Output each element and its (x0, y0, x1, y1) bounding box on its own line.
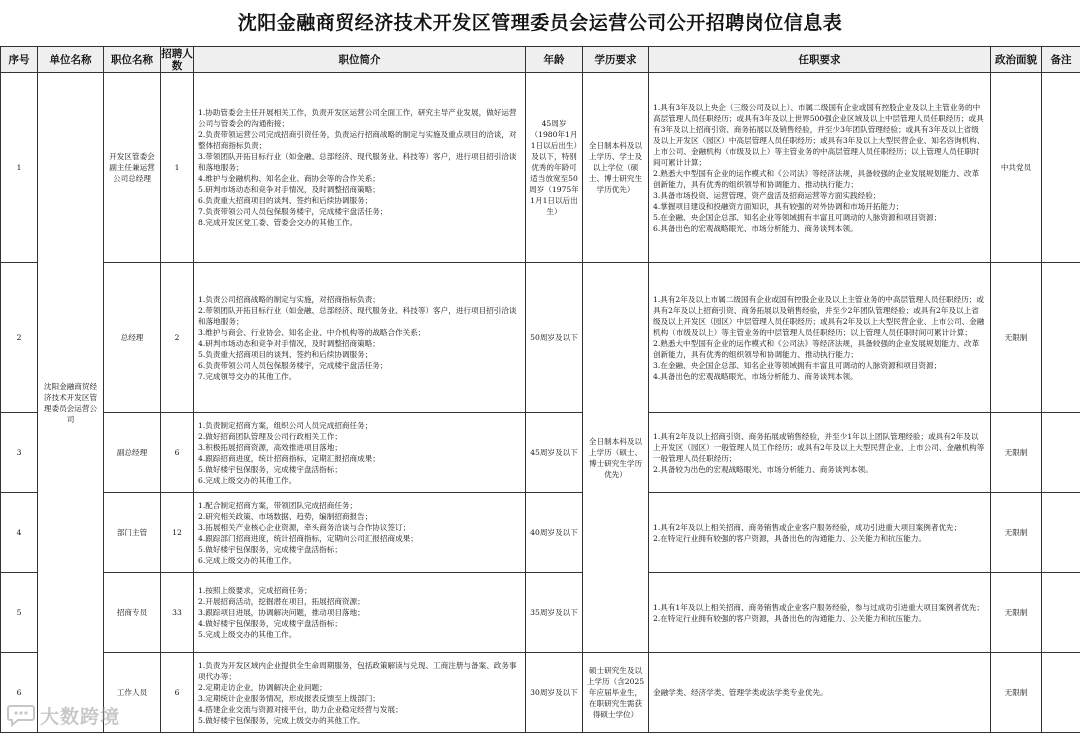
watermark (6, 700, 120, 730)
table-row (1, 73, 1080, 263)
unit-name-cell: 沈阳金融商贸经济技术开发区管理委员会运营公司 (38, 73, 104, 733)
row-no: 1 (1, 73, 38, 263)
header-no: 序号 (1, 47, 38, 73)
row-count: 1 (161, 73, 194, 263)
row-education: 全日制本科及以上学历、学士及以上学位（硕士、博士研究生学历优先） (583, 73, 649, 263)
row-remark (1042, 653, 1080, 733)
row-count: 33 (161, 573, 194, 653)
table-row (1, 493, 1080, 573)
watermark-text: 大数跨境 (40, 705, 121, 728)
shared-education: 全日制本科及以上学历（硕士、博士研究生学历优先） (583, 263, 649, 653)
row-no: 6 (1, 653, 38, 733)
header-intro: 职位简介 (194, 47, 526, 73)
row-age: 40周岁及以下 (526, 493, 583, 573)
header-education: 学历要求 (583, 47, 649, 73)
row-age: 30周岁及以下 (526, 653, 583, 733)
row-count: 2 (161, 263, 194, 413)
row-age: 35周岁及以下 (526, 573, 583, 653)
table-row (1, 653, 1080, 733)
header-political: 政治面貌 (991, 47, 1042, 73)
page-title: 沈阳金融商贸经济技术开发区管理委员会运营公司公开招聘岗位信息表 (237, 12, 843, 34)
row-requirements: 1.具有2年及以上市属二级国有企业或国有控股企业及以上主管业务的中高层管理人员任职经历；或具有2年及以上招商引资、商务拓展以及销售经验，并至少2年团队管理经验；或具有2年及以上省级及以上开发区（园区）中层管理人员任职经历；或具有2年及以上大型民营企业、上市公司、金融机构（市级及以上）等主管业务的中层管理人员任职经历；以上管理人员任职时间可累计计算； 2.熟悉大中型国有企业的运作模式和《公司法》等经济法规，具备较强的企业发展规划能力、改革创新能力，具有优秀的组织领导和协调能力、推动执行能力； 3.在金融、央企国企总部、知名企业等领域拥有丰富且可调动的人脉资源和项目资源； 4.具备出色的宏观战略眼光、市场分析能力、商务谈判本领。 (649, 263, 991, 413)
row-education: 硕士研究生及以上学历（含2025年应届毕业生，在职研究生需获得硕士学位） (583, 653, 649, 733)
header-remark: 备注 (1042, 47, 1080, 73)
row-political: 无限制 (991, 573, 1042, 653)
row-position: 副总经理 (104, 413, 161, 493)
row-count: 6 (161, 653, 194, 733)
header-requirements: 任职要求 (649, 47, 991, 73)
row-age: 45周岁及以下 (526, 413, 583, 493)
header-count: 招聘人数 (161, 47, 193, 72)
row-remark (1042, 263, 1080, 413)
row-requirements: 1.具有1年及以上相关招商、商务销售或企业客户服务经验，参与过成功引进重大项目案例者优先； 2.在特定行业拥有较强的客户资源，具备出色的沟通能力、公关能力和抗压能力。 (649, 573, 991, 653)
row-age: 50周岁及以下 (526, 263, 583, 413)
row-requirements: 金融学类、经济学类、管理学类或法学类专业优先。 (649, 653, 991, 733)
row-remark (1042, 413, 1080, 493)
row-no: 2 (1, 263, 38, 413)
row-political: 无限制 (991, 263, 1042, 413)
row-political: 无限制 (991, 413, 1042, 493)
row-intro: 1.负责为开发区域内企业提供全生命周期服务，包括政策解读与兑现、工商注册与备案、政务事项代办等； 2.定期走访企业，协调解决企业问题； 3.定期统计企业服务情况，形成报表反馈至上级部门； 4.搭建企业交流与资源对接平台，助力企业稳定经营与发展； 5.做好楼宇包保服务，完成上级交办的其他工作。 (194, 653, 526, 733)
job-table (0, 46, 1080, 733)
row-no: 5 (1, 573, 38, 653)
row-remark (1042, 73, 1080, 263)
header-position: 职位名称 (104, 47, 161, 73)
row-intro: 1.协助管委会主任开展相关工作，负责开发区运营公司全面工作，研究主导产业发展，做好运营公司与管委会的沟通衔接； 2.负责带领运营公司完成招商引资任务，负责运行招商战略的制定与实施及重点项目的洽谈，对整体招商指标负责； 3.带领团队开拓目标行业（如金融、总部经济、现代服务业、科技等）客户，进行项目招引洽谈和落地服务； 4.维护与金融机构、知名企业、商协会等的合作关系； 5.研判市场动态和竞争对手情况，及时调整招商策略； 6.负责重大招商项目的谈判、签约和后续协调服务； 7.负责带领公司人员包保服务楼宇，完成楼宇盘活任务； 8.完成开发区党工委、管委会交办的其他工作。 (194, 73, 526, 263)
row-no: 3 (1, 413, 38, 493)
header-age: 年龄 (526, 47, 583, 73)
row-requirements: 1.具有2年及以上招商引资、商务拓展或销售经验，并至少1年以上团队管理经验；或具有2年及以上开发区（园区）一般管理人员工作经历；或具有2年及以上大型民营企业、上市公司、金融机构等一般管理人员任职经历； 2.具备较为出色的宏观战略眼光、市场分析能力、商务谈判本领。 (649, 413, 991, 493)
row-position: 部门主管 (104, 493, 161, 573)
row-count: 6 (161, 413, 194, 493)
table-row (1, 573, 1080, 653)
row-remark (1042, 493, 1080, 573)
row-political: 无限制 (991, 653, 1042, 733)
row-position: 招商专员 (104, 573, 161, 653)
row-no: 4 (1, 493, 38, 573)
row-intro: 1.负责公司招商战略的制定与实施，对招商指标负责； 2.带领团队开拓目标行业（如金融、总部经济、现代服务业、科技等）客户，进行项目招引洽谈和落地服务； 3.维护与商会、行业协会、知名企业、中介机构等的战略合作关系； 4.研判市场动态和竞争对手情况，及时调整招商策略； 5.负责重大招商项目的谈判、签约和后续协调服务； 6.负责带领公司人员包保服务楼宇，完成楼宇盘活任务； 7.完成領导交办的其他工作。 (194, 263, 526, 413)
header-row (1, 47, 1080, 73)
row-intro: 1.配合制定招商方案，带领团队完成招商任务； 2.研究相关政策、市场数据、趋势，编制招商报告； 3.拓展相关产业核心企业资源，牵头商务洽谈与合作协议签订； 4.跟踪部门招商进度，统计招商指标，定期向公司汇报招商成果； 5.做好楼宇包保服务，完成楼宇盘活指标； 6.完成上级交办的其他工作。 (194, 493, 526, 573)
row-remark (1042, 573, 1080, 653)
row-requirements: 1.具有3年及以上央企（三级公司及以上）、市属二级国有企业或国有控股企业及以上主管业务的中高层管理人员任职经历；或具有3年及以上世界500强企业区域及以上中层管理人员任职经历；或具有3年及以上招商引资、商务拓展以及销售经验，并至少3年团队管理经验；或具有3年及以上省级及以上开发区（园区）中高层管理人员任职经历；或具有3年及以上大型民营企业、知名咨询机构、上市公司、金融机构（市级及以上）等主管业务的中高层管理人员任职经历；以上管理人员任职时间可累计计算； 2.熟悉大中型国有企业的运作模式和《公司法》等经济法规，具备较强的企业发展规划能力、改革创新能力，具有优秀的组织领导和协调能力、推动执行能力； 3.具备市场投资、运营管理、资产盘活及招商运营等方面实践经验； 4.掌握项目建设和投融资方面知识，具有较强的对外协调和市场开拓能力； 5.在金融、央企国企总部、知名企业等领域拥有丰富且可调动的人脉资源和项目资源； 6.具备出色的宏观战略眼光、市场分析能力、商务谈判本领。 (649, 73, 991, 263)
row-position: 工作人员 (104, 653, 161, 733)
row-requirements: 1.具有2年及以上相关招商、商务销售或企业客户服务经验，成功引进重大项目案例者优先； 2.在特定行业拥有较强的客户资源，具备出色的沟通能力、公关能力和抗压能力。 (649, 493, 991, 573)
table-row (1, 413, 1080, 493)
row-position: 开发区管委会副主任兼运营公司总经理 (104, 73, 161, 263)
row-count: 12 (161, 493, 194, 573)
table-row (1, 263, 1080, 413)
row-intro: 1.负责制定招商方案，组织公司人员完成招商任务； 2.做好招商团队管理及公司行政相关工作； 3.积极拓展招商资源，高效推进项目落地； 4.跟踪招商进度，统计招商指标，定期汇报招商成果； 5.做好楼宇包保服务，完成楼宇盘活指标； 6.完成上级交办的其他工作。 (194, 413, 526, 493)
row-intro: 1.按照上级要求，完成招商任务； 2.开展招商活动，挖掘潜在项目，拓展招商资源； 3.跟踪项目进展，协调解决问题，推动项目落地； 4.做好楼宇包保服务，完成楼宇盘活指标； 5.完成上级交办的其他工作。 (194, 573, 526, 653)
row-political: 无限制 (991, 493, 1042, 573)
header-unit: 单位名称 (38, 47, 104, 73)
row-political: 中共党员 (991, 73, 1042, 263)
chat-bubble-logo-icon (6, 702, 36, 728)
row-age: 45周岁（1980年1月1日以后出生）及以下，特别优秀的年龄可适当放宽至50周岁（1975年1月1日以后出生） (526, 73, 583, 263)
row-position: 总经理 (104, 263, 161, 413)
